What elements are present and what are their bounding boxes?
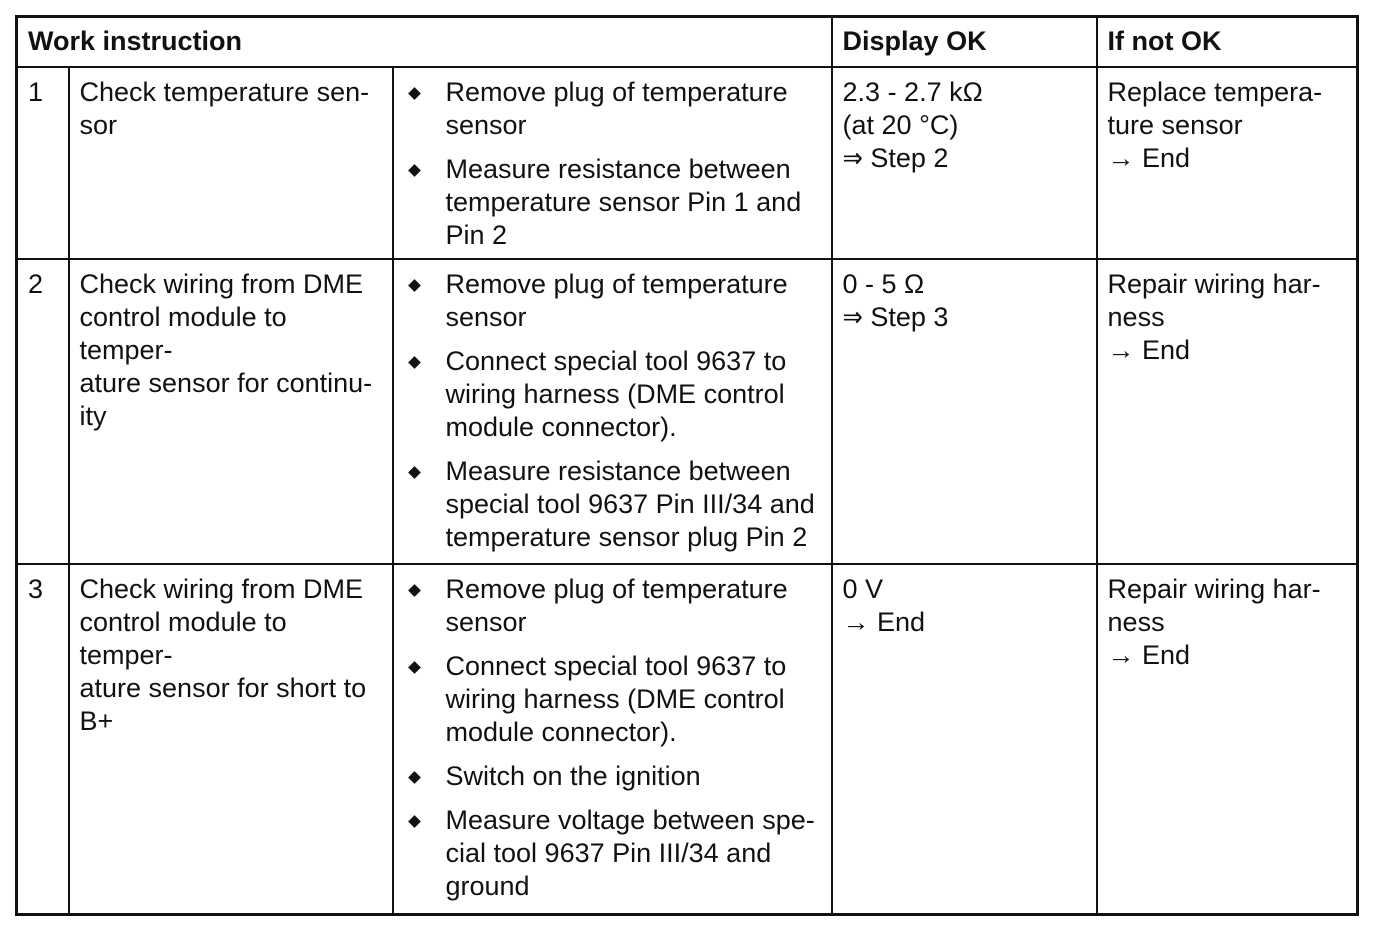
value-line: Replace tempera- — [1107, 76, 1323, 107]
value-line: 0 - 5 Ω — [842, 268, 925, 299]
diamond-bullet-icon — [408, 771, 421, 784]
diamond-bullet-icon — [408, 164, 421, 177]
instruction-item: Remove plug of temperature sensor — [404, 268, 821, 334]
if-not-ok-action — [1097, 564, 1358, 915]
value-line: → End — [1107, 142, 1191, 173]
diamond-bullet-icon — [408, 279, 421, 292]
diamond-bullet-icon — [408, 584, 421, 597]
table-row — [17, 67, 1358, 259]
value-line: Repair wiring har- — [1107, 268, 1321, 299]
diamond-bullet-icon — [408, 661, 421, 674]
value-line: ture sensor — [1107, 109, 1243, 140]
instruction-item: Connect special tool 9637 to wiring harness (DME control module connector). — [404, 650, 821, 749]
if-not-ok-action — [1097, 259, 1358, 564]
diamond-bullet-icon — [408, 356, 421, 369]
header-work-instruction: Work instruction — [17, 17, 832, 67]
step-title: Check wiring from DME control module to temper- ature sensor for continu- ity — [69, 259, 393, 564]
step-number: 3 — [17, 564, 69, 915]
table-row — [17, 564, 1358, 915]
value-line: → End — [1107, 334, 1191, 365]
display-ok-value — [832, 259, 1097, 564]
diamond-bullet-icon — [408, 466, 421, 479]
diamond-bullet-icon — [408, 87, 421, 100]
step-number: 2 — [17, 259, 69, 564]
value-line: → End — [1107, 639, 1191, 670]
value-line: 2.3 - 2.7 kΩ — [842, 76, 983, 107]
if-not-ok-action — [1097, 67, 1358, 259]
value-line: ⇒ Step 3 — [842, 301, 949, 332]
instruction-item: Measure resistance between temperature sensor Pin 1 and Pin 2 — [404, 153, 821, 252]
value-line: Repair wiring har- — [1107, 573, 1321, 604]
instruction-item: Remove plug of temperature sensor — [404, 573, 821, 639]
step-instructions — [393, 67, 832, 259]
display-ok-value — [832, 67, 1097, 259]
header-display-ok: Display OK — [832, 17, 1097, 67]
value-line: 0 V — [842, 573, 884, 604]
header-row — [17, 17, 1358, 67]
value-line: ness — [1107, 301, 1165, 332]
work-instruction-table — [15, 15, 1359, 916]
step-title: Check temperature sen- sor — [69, 67, 393, 259]
step-instructions — [393, 564, 832, 915]
value-line: (at 20 °C) — [842, 109, 959, 140]
instruction-item: Connect special tool 9637 to wiring harness (DME control module connector). — [404, 345, 821, 444]
step-title: Check wiring from DME control module to temper- ature sensor for short to B+ — [69, 564, 393, 915]
header-if-not-ok: If not OK — [1097, 17, 1358, 67]
instruction-item: Remove plug of temperature sensor — [404, 76, 821, 142]
table-row — [17, 259, 1358, 564]
instruction-item: Switch on the ignition — [404, 760, 821, 793]
step-number: 1 — [17, 67, 69, 259]
value-line: ness — [1107, 606, 1165, 637]
value-line: → End — [842, 606, 926, 637]
step-instructions — [393, 259, 832, 564]
value-line: ⇒ Step 2 — [842, 142, 949, 173]
display-ok-value — [832, 564, 1097, 915]
diamond-bullet-icon — [408, 815, 421, 828]
instruction-item: Measure voltage between spe- cial tool 9637 Pin III/34 and ground — [404, 804, 821, 903]
instruction-item: Measure resistance between special tool 9637 Pin III/34 and temperature sensor plug Pin 2 — [404, 455, 821, 554]
